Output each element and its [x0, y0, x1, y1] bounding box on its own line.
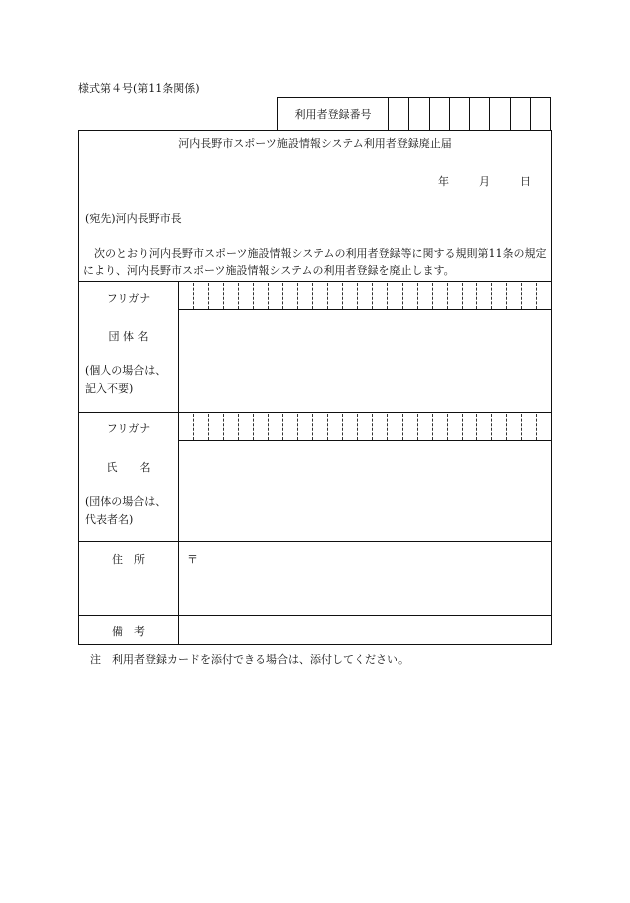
postal-mark: 〒 — [187, 553, 198, 566]
person-furigana-label: フリガナ — [106, 422, 151, 435]
body-text: 次のとおり河内長野市スポーツ施設情報システムの利用者登録等に関する規則第11条の規定により、河内長野市スポーツ施設情報システムの利用者登録を廃止します。 — [83, 247, 547, 277]
registration-digit-cell[interactable] — [511, 98, 531, 130]
registration-digit-cell[interactable] — [430, 98, 450, 130]
remarks-input[interactable] — [179, 616, 551, 644]
form-table — [78, 130, 552, 645]
person-furigana-input[interactable] — [179, 414, 551, 440]
date-month: 月 — [479, 175, 490, 188]
address-label: 住 所 — [112, 553, 145, 566]
registration-digit-cell[interactable] — [450, 98, 470, 130]
registration-digit-cell[interactable] — [470, 98, 490, 130]
date-line — [438, 173, 531, 189]
registration-digit-cell[interactable] — [531, 98, 550, 130]
group-name-label: 団 体 名 — [108, 330, 149, 343]
addressee: (宛先)河内長野市長 — [85, 212, 182, 225]
registration-digit-cell[interactable] — [389, 98, 409, 130]
divider — [79, 412, 551, 413]
group-note-line1: (個人の場合は、 — [85, 364, 167, 377]
person-name-label: 氏 名 — [106, 461, 151, 474]
person-name-input[interactable] — [179, 441, 551, 541]
group-furigana-input[interactable] — [179, 283, 551, 309]
divider — [79, 281, 551, 282]
registration-number-box — [277, 97, 551, 130]
address-input[interactable] — [179, 542, 551, 615]
group-furigana-label: フリガナ — [106, 292, 151, 305]
form-number: 様式第４号(第11条関係) — [78, 82, 200, 95]
group-note-line2: 記入不要) — [85, 382, 134, 395]
date-day: 日 — [520, 175, 531, 188]
registration-digit-cell[interactable] — [409, 98, 429, 130]
registration-digit-cell[interactable] — [490, 98, 510, 130]
person-note-line1: (団体の場合は、 — [85, 495, 167, 508]
remarks-label: 備 考 — [112, 625, 145, 638]
registration-number-label: 利用者登録番号 — [278, 98, 389, 130]
form-title: 河内長野市スポーツ施設情報システム利用者登録廃止届 — [178, 137, 452, 150]
date-year: 年 — [438, 175, 449, 188]
footnote: 注 利用者登録カードを添付できる場合は、添付してください。 — [90, 653, 409, 666]
person-note-line2: 代表者名) — [85, 513, 134, 526]
group-name-input[interactable] — [179, 310, 551, 412]
